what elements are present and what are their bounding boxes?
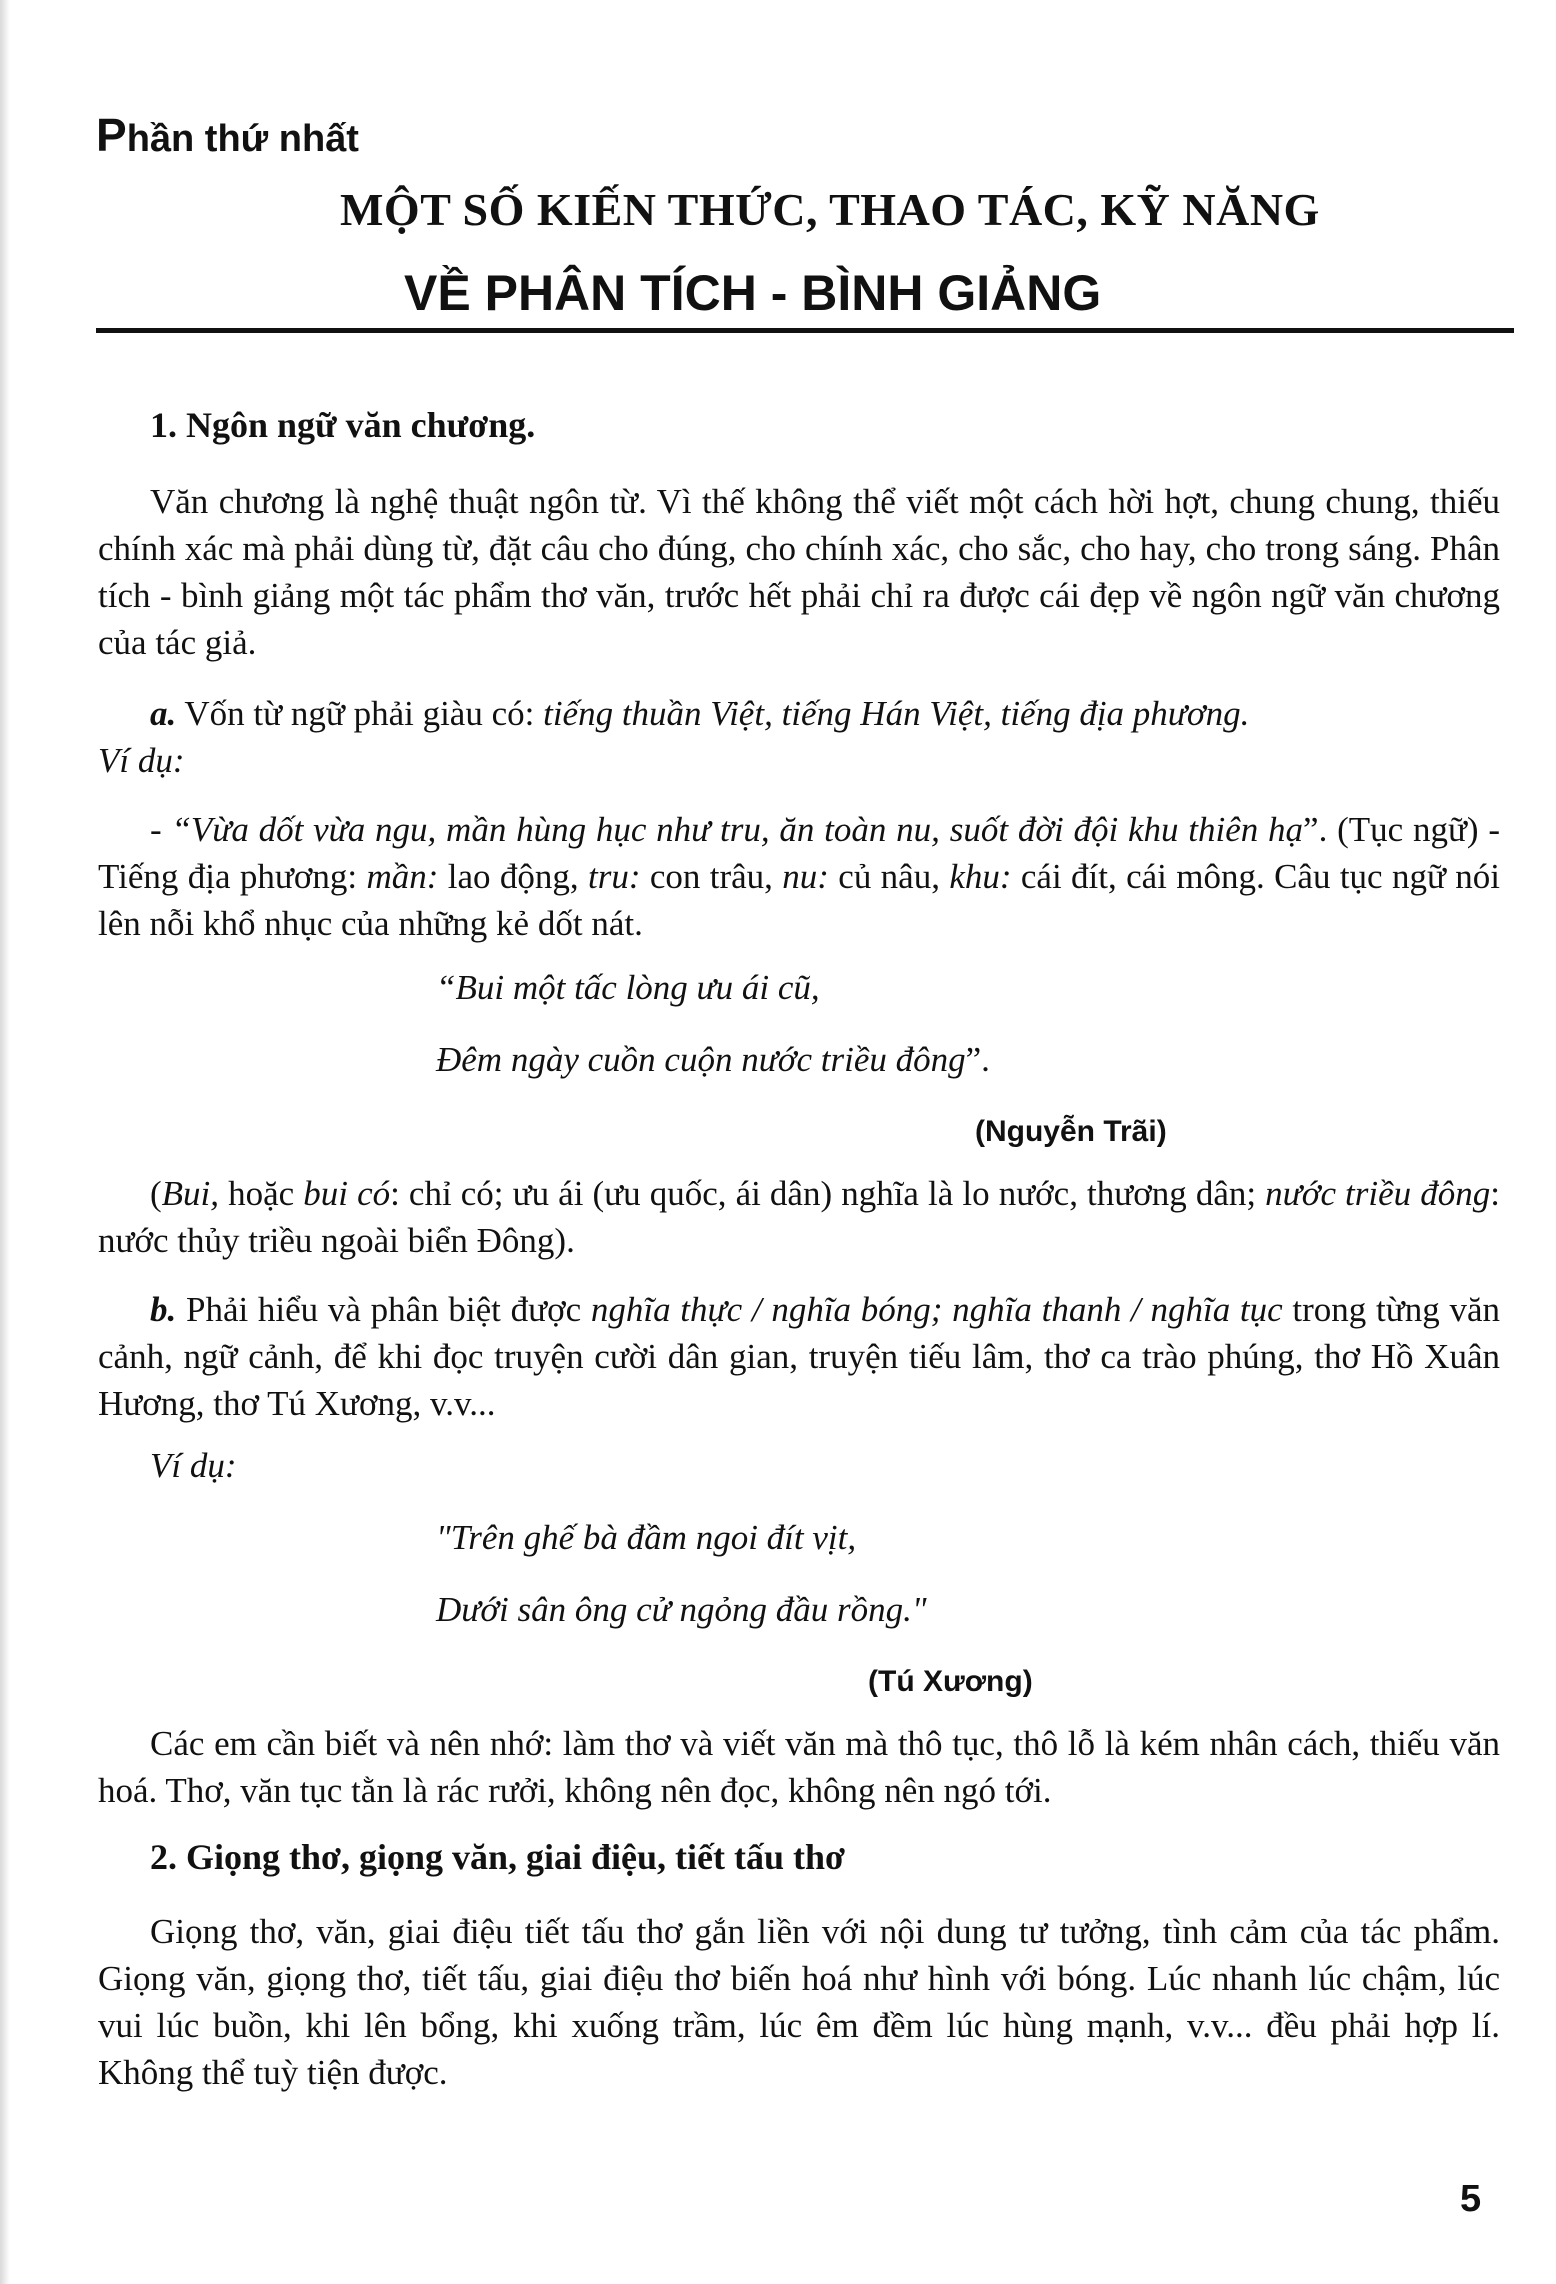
chapter-title-line1: MỘT SỐ KIẾN THỨC, THAO TÁC, KỸ NĂNG [340,184,1320,235]
verse-tu-xuong-line2: Dưới sân ông cử ngỏng đầu rồng." [436,1590,927,1629]
attribution-nguyen-trai: (Nguyễn Trãi) [975,1115,1167,1148]
page-number: 5 [1460,2178,1482,2220]
gloss-paragraph: (Bui, hoặc bui có: chỉ có; ưu ái (ưu quốc, ái dân) nghĩa là lo nước, thương dân; nước triều đông: nước thủy triều ngoài biển Đông). [98,1174,1500,1260]
title-rule [96,328,1514,333]
part-label: Phần thứ nhất [96,109,359,161]
section1-intro: Văn chương là nghệ thuật ngôn từ. Vì thế không thể viết một cách hời hợt, chung chung, thiếu chính xác mà phải dùng từ, đặt câu cho đúng, cho chính xác, cho sắc, cho hay, cho trong sáng. Phân tích - bình giảng một tác phẩm thơ văn, trước hết phải chỉ ra được cái đẹp về ngôn ngữ văn chương của tác giả. [98,482,1500,662]
example-label-b: Ví dụ: [150,1446,237,1485]
verse-nguyen-trai-line1: “Bui một tấc lòng ưu ái cũ, [436,968,820,1007]
section1b-paragraph: b. Phải hiểu và phân biệt được nghĩa thực / nghĩa bóng; nghĩa thanh / nghĩa tục trong từng văn cảnh, ngữ cảnh, để khi đọc truyện cười dân gian, truyện tiếu lâm, thơ ca trào phúng, thơ Hồ Xuân Hương, thơ Tú Xương, v.v... [98,1290,1500,1423]
section2-paragraph: Giọng thơ, văn, giai điệu tiết tấu thơ gắn liền với nội dung tư tưởng, tình cảm của tác phẩm. Giọng văn, giọng thơ, tiết tấu, giai điệu thơ biến hoá như hình với bóng. Lúc nhanh lúc chậm, lúc vui lúc buồn, khi lên bổng, khi xuống trầm, lúc êm đềm lúc hùng mạnh, v.v... đều phải hợp lí. Không thể tuỳ tiện được. [98,1912,1500,2092]
scan-edge-shadow [0,0,10,2284]
section2-heading: 2. Giọng thơ, giọng văn, giai điệu, tiết tấu thơ [150,1837,845,1877]
attribution-tu-xuong: (Tú Xương) [868,1665,1033,1698]
proverb-paragraph: - “Vừa dốt vừa ngu, mần hùng hục như tru, ăn toàn nu, suốt đời đội khu thiên hạ”. (Tục ngữ) - Tiếng địa phương: mần: lao động, tru: con trâu, nu: củ nâu, khu: cái đít, cái mông. Câu tục ngữ nói lên nỗi khổ nhục của những kẻ dốt nát. [98,810,1500,943]
advice-paragraph: Các em cần biết và nên nhớ: làm thơ và viết văn mà thô tục, thô lỗ là kém nhân cách, thiếu văn hoá. Thơ, văn tục tằn là rác rưởi, không nên đọc, không nên ngó tới. [98,1724,1500,1810]
chapter-title-line2: VỀ PHÂN TÍCH - BÌNH GIẢNG [404,265,1102,321]
section1a-paragraph: a. Vốn từ ngữ phải giàu có: tiếng thuần Việt, tiếng Hán Việt, tiếng địa phương. Ví dụ: [98,694,1250,780]
verse-tu-xuong-line1: "Trên ghế bà đầm ngoi đít vịt, [436,1518,857,1557]
section1-heading: 1. Ngôn ngữ văn chương. [150,405,536,445]
verse-nguyen-trai-line2: Đêm ngày cuồn cuộn nước triều đông”. [436,1040,990,1079]
